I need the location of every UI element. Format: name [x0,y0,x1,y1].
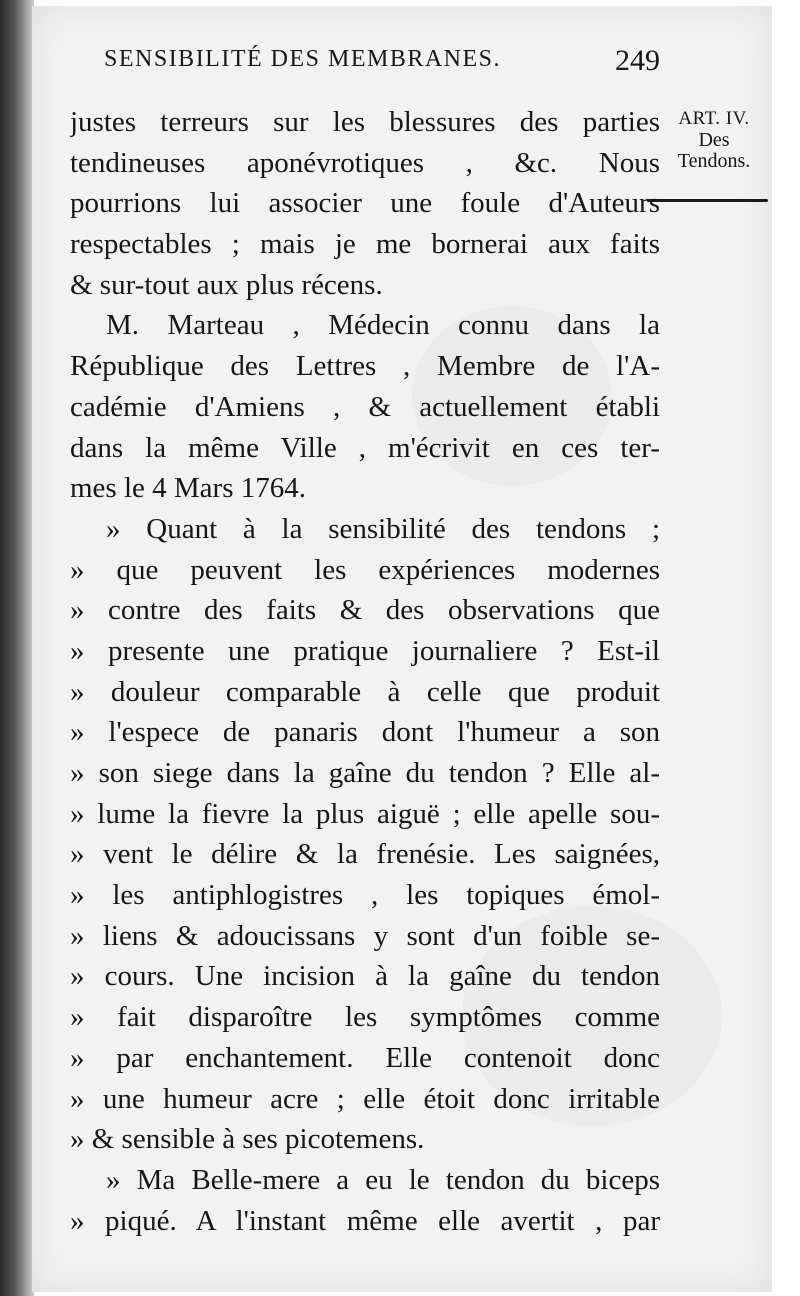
text-line: » par enchantement. Elle contenoit donc [70,1041,660,1074]
margin-rule [648,199,768,202]
text-line: » contre des faits & des observations que [70,594,660,627]
text-line: » fait disparoître les symptômes comme [70,1001,660,1034]
text-line: » Ma Belle-mere a eu le tendon du biceps [106,1163,660,1196]
text-line: M. Marteau , Médecin connu dans la [106,309,660,342]
text-line: » vent le délire & la frenésie. Les saignées, [70,838,660,871]
text-line: » l'espece de panaris dont l'humeur a son [70,716,660,749]
book-binding-edge [0,0,34,1296]
text-line: » & sensible à ses picotemens. [70,1123,425,1156]
body-text [70,102,660,1241]
text-line: République des Lettres , Membre de l'A- [70,350,660,383]
text-line: » lume la fievre la plus aiguë ; elle apelle sou- [70,797,660,830]
text-line: » une humeur acre ; elle étoit donc irritable [70,1082,660,1115]
text-line: tendineuses aponévrotiques , &c. Nous [70,146,660,179]
text-line: » son siege dans la gaîne du tendon ? Elle al- [70,757,660,789]
text-line: » cours. Une incision à la gaîne du tendon [70,960,660,993]
margin-note-line2: Tendons. [677,150,751,172]
text-line: mes le 4 Mars 1764. [70,472,306,505]
text-line: pourrions lui associer une foule d'Auteurs [70,187,660,220]
text-line: cadémie d'Amiens , & actuellement établi [70,390,660,423]
running-head: SENSIBILITÉ DES MEMBRANES. [104,46,502,72]
text-line: » les antiphlogistres , les topiques émol- [70,879,660,912]
text-line: » presente une pratique journaliere ? Est-il [70,634,660,667]
text-line: » douleur comparable à celle que produit [70,675,660,708]
text-line: » Quant à la sensibilité des tendons ; [106,512,660,545]
margin-note-line1: Des [698,129,730,151]
text-line: respectables ; mais je me bornerai aux faits [70,228,660,261]
text-line: & sur-tout aux plus récens. [70,268,383,301]
text-line: justes terreurs sur les blessures des parties [70,106,660,138]
text-line: » piqué. A l'instant même elle avertit , par [70,1204,660,1237]
page-number: 249 [615,44,660,77]
page-header [104,46,664,86]
margin-note [662,108,766,172]
text-line: » que peuvent les expériences modernes [70,553,660,586]
margin-note-article: ART. IV. [678,108,750,129]
text-line: » liens & adoucissans y sont d'un foible se- [70,919,660,952]
text-line: dans la même Ville , m'écrivit en ces ter- [70,431,660,464]
